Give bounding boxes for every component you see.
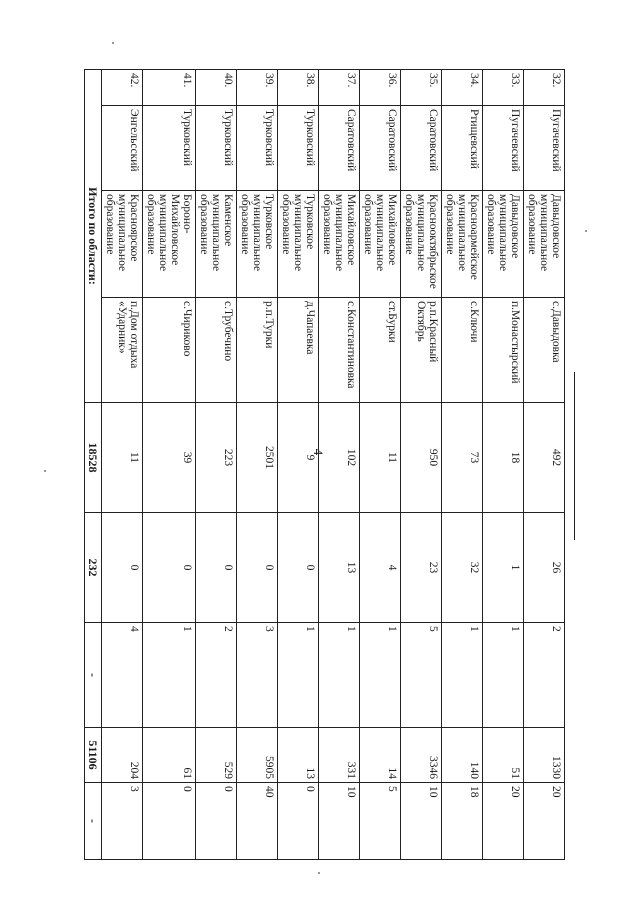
value-cell: 5905 [237,728,278,783]
municipality-cell: Давыдовское муниципальное образование [483,191,524,298]
row-number: 38. [278,70,319,106]
page-number: 4 [311,448,326,456]
row-number: 37. [319,70,360,106]
total-value: - [85,783,102,860]
row-number: 40. [196,70,237,106]
settlement-cell: д.Чапаевка [278,298,319,403]
value-cell: 40 [237,783,278,860]
settlement-cell: ст.Бурки [360,298,401,403]
value-cell: 1 [442,623,483,728]
municipality-cell: Бороно-Михайловское муниципальное образование [143,191,196,298]
table-row [524,70,565,860]
municipality-cell: Давыдовское муниципальное образование [524,191,565,298]
value-cell: 2501 [237,403,278,513]
value-cell: 2 [524,623,565,728]
district-cell: Саратовский [360,106,401,191]
value-cell: 11 [102,403,143,513]
municipality-cell: Михайловское муниципальное образование [319,191,360,298]
value-cell: 1330 [524,728,565,783]
value-cell: 3 [102,783,143,860]
district-cell: Турковский [196,106,237,191]
value-cell: 0 [196,513,237,623]
total-value: - [85,623,102,728]
value-cell: 10 [401,783,442,860]
value-cell: 13 [278,728,319,783]
value-cell: 1 [483,513,524,623]
value-cell: 14 [360,728,401,783]
row-number: 32. [524,70,565,106]
table-row [360,70,401,860]
value-cell: 1 [319,623,360,728]
district-cell: Пугачевский [524,106,565,191]
table-row [196,70,237,860]
value-cell: 39 [143,403,196,513]
row-number: 36. [360,70,401,106]
row-number: 33. [483,70,524,106]
district-cell: Турковский [143,106,196,191]
row-number: 39. [237,70,278,106]
settlements-table [84,69,565,860]
value-cell: 5 [401,623,442,728]
settlement-cell: п.Монастырский [483,298,524,403]
value-cell: 18 [442,783,483,860]
value-cell: 1 [360,623,401,728]
value-cell: 23 [401,513,442,623]
value-cell: 32 [442,513,483,623]
value-cell: 4 [102,623,143,728]
total-value: 51106 [85,728,102,783]
table-row [442,70,483,860]
municipality-cell: Красноармейское муниципальное образование [442,191,483,298]
value-cell: 1 [483,623,524,728]
municipality-cell: Турковское муниципальное образование [237,191,278,298]
district-cell: Турковский [278,106,319,191]
value-cell: 0 [143,513,196,623]
value-cell: 26 [524,513,565,623]
value-cell: 331 [319,728,360,783]
municipality-cell: Красноярское муниципальное образование [102,191,143,298]
value-cell: 2 [196,623,237,728]
value-cell: 0 [102,513,143,623]
municipality-cell: Михайловское муниципальное образование [360,191,401,298]
footer-rule [574,372,575,540]
value-cell: 20 [524,783,565,860]
value-cell: 140 [442,728,483,783]
value-cell: 0 [278,513,319,623]
value-cell: 5 [360,783,401,860]
value-cell: 3 [237,623,278,728]
settlement-cell: п.Дом отдыха «Ударник» [102,298,143,403]
value-cell: 223 [196,403,237,513]
value-cell: 0 [143,783,196,860]
value-cell: 0 [237,513,278,623]
rotated-table-area [86,62,562,852]
district-cell: Энгельсский [102,106,143,191]
table-row [278,70,319,860]
settlement-cell: с.Трубечино [196,298,237,403]
total-label: Итого по области: [85,70,102,403]
table-row [483,70,524,860]
row-number: 41. [143,70,196,106]
table-row [143,70,196,860]
district-cell: Пугачевский [483,106,524,191]
value-cell: 204 [102,728,143,783]
total-row [85,70,102,860]
district-cell: Саратовский [319,106,360,191]
value-cell: 102 [319,403,360,513]
value-cell: 73 [442,403,483,513]
settlement-cell: р.п.Красный Октябрь [401,298,442,403]
value-cell: 61 [143,728,196,783]
value-cell: 950 [401,403,442,513]
total-value: 232 [85,513,102,623]
scan-speck [44,470,46,472]
scan-speck [585,230,587,232]
district-cell: Турковский [237,106,278,191]
table-row [237,70,278,860]
value-cell: 4 [360,513,401,623]
row-number: 35. [401,70,442,106]
settlement-cell: с.Чириково [143,298,196,403]
settlement-cell: р.п.Турки [237,298,278,403]
settlement-cell: с.Константиновка [319,298,360,403]
value-cell: 1 [278,623,319,728]
table-row [319,70,360,860]
settlement-cell: с.Ключи [442,298,483,403]
total-value: 18528 [85,403,102,513]
value-cell: 0 [278,783,319,860]
municipality-cell: Каменское муниципальное образование [196,191,237,298]
value-cell: 10 [319,783,360,860]
value-cell: 51 [483,728,524,783]
value-cell: 11 [360,403,401,513]
value-cell: 1 [143,623,196,728]
value-cell: 20 [483,783,524,860]
scan-speck [318,872,320,874]
table-row [401,70,442,860]
value-cell: 13 [319,513,360,623]
value-cell: 0 [196,783,237,860]
district-cell: Ртищевский [442,106,483,191]
row-number: 34. [442,70,483,106]
row-number: 42. [102,70,143,106]
municipality-cell: Турковское муниципальное образование [278,191,319,298]
value-cell: 492 [524,403,565,513]
municipality-cell: Краснооктябрьское муниципальное образование [401,191,442,298]
value-cell: 9 [278,403,319,513]
district-cell: Саратовский [401,106,442,191]
value-cell: 529 [196,728,237,783]
value-cell: 18 [483,403,524,513]
scan-speck [112,42,114,44]
table-row [102,70,143,860]
value-cell: 3346 [401,728,442,783]
settlement-cell: с.Давыдовка [524,298,565,403]
